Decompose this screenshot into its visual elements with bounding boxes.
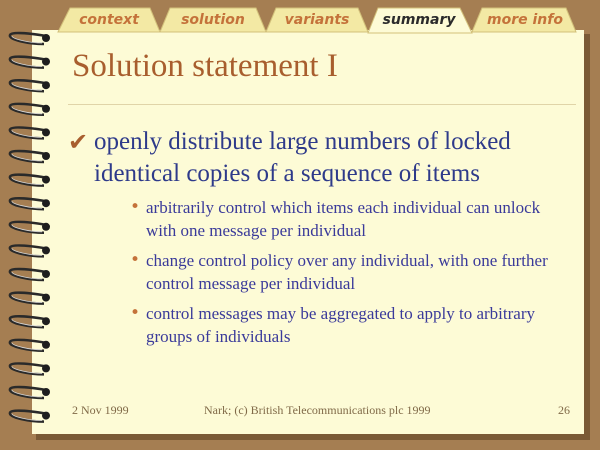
bullet-text: control messages may be aggregated to apply to arbitrary groups of individuals bbox=[146, 304, 535, 346]
spiral-hole bbox=[42, 152, 50, 160]
bullet-text: arbitrarily control which items each individual can unlock with one message per individual bbox=[146, 198, 541, 240]
bullet-list bbox=[130, 196, 570, 355]
main-point bbox=[68, 126, 568, 190]
list-item bbox=[130, 249, 570, 295]
bullet-dot-icon: • bbox=[130, 197, 141, 217]
spiral-hole bbox=[42, 246, 50, 254]
tab-context-label[interactable]: context bbox=[79, 12, 139, 28]
spiral-hole bbox=[42, 105, 50, 113]
spiral-hole bbox=[42, 223, 50, 231]
bullet-text: change control policy over any individual, with one further control message per individual bbox=[146, 251, 548, 293]
footer-date: 2 Nov 1999 bbox=[72, 403, 129, 417]
spiral-hole bbox=[42, 128, 50, 136]
spiral-hole bbox=[42, 294, 50, 302]
tab-more-info-label[interactable]: more info bbox=[487, 12, 563, 28]
spiral-hole bbox=[42, 364, 50, 372]
slide-title: Solution statement I bbox=[72, 48, 338, 84]
main-point-text: openly distribute large numbers of locked identical copies of a sequence of items bbox=[94, 128, 511, 187]
spiral-hole bbox=[42, 270, 50, 278]
spiral-hole bbox=[42, 81, 50, 89]
spiral-hole bbox=[42, 317, 50, 325]
page-number: 26 bbox=[558, 403, 570, 417]
footer-credit: Nark; (c) British Telecommunications plc 1999 bbox=[204, 403, 431, 417]
spiral-hole bbox=[42, 388, 50, 396]
bullet-dot-icon: • bbox=[130, 250, 141, 270]
list-item bbox=[130, 302, 570, 348]
tab-summary-label[interactable]: summary bbox=[382, 12, 456, 28]
spiral-hole bbox=[42, 199, 50, 207]
bullet-dot-icon: • bbox=[130, 303, 141, 323]
spiral-hole bbox=[42, 176, 50, 184]
checkmark-icon: ✔ bbox=[68, 128, 89, 156]
spiral-hole bbox=[42, 58, 50, 66]
spiral-hole bbox=[42, 341, 50, 349]
spiral-hole bbox=[42, 34, 50, 42]
tab-variants-label[interactable]: variants bbox=[284, 12, 350, 28]
title-divider bbox=[68, 104, 576, 105]
spiral-hole bbox=[42, 412, 50, 420]
list-item bbox=[130, 196, 570, 242]
tab-solution-label[interactable]: solution bbox=[181, 12, 245, 28]
